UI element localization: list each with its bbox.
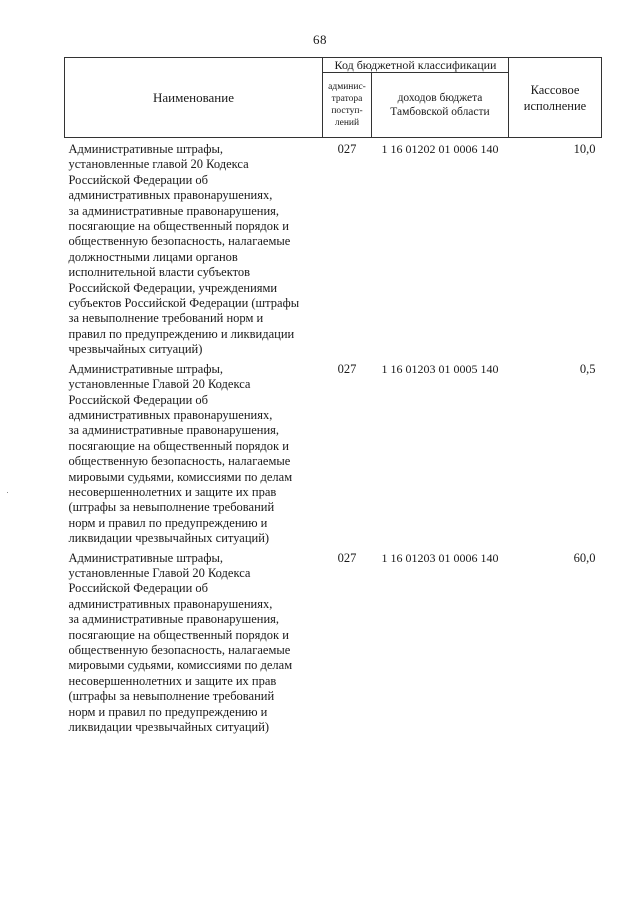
row-name-line: мировыми судьями, комиссиями по делам (68, 469, 293, 484)
row-amount: 0,5 (579, 361, 596, 376)
header-cash (509, 58, 602, 138)
row-name-line: установленные главой 20 Кодекса (68, 157, 249, 172)
header-code-group: Код бюджетной классификации (323, 58, 509, 73)
row-name (65, 551, 323, 736)
header-name: Наименование (65, 58, 323, 138)
margin-mark: · (6, 487, 9, 497)
page-number: 68 (313, 32, 327, 47)
row-name-line: должностными лицами органов (68, 249, 238, 264)
row-amount: 10,0 (573, 142, 596, 156)
header-cash-line: исполнение (523, 98, 587, 113)
row-name-line: Российской Федерации об (68, 392, 208, 407)
row-income-code: 1 16 01203 01 0005 140 (381, 361, 499, 376)
row-name-line: несовершеннолетних и защите их прав (68, 673, 277, 688)
row-name-line: Российской Федерации об (68, 581, 208, 596)
table-row (65, 551, 602, 736)
row-name-line: за невыполнение требований норм и (68, 311, 264, 326)
budget-table (64, 57, 602, 735)
row-name-line: ликвидации чрезвычайных ситуаций) (68, 531, 270, 546)
row-name-line: за административные правонарушения, (68, 203, 280, 218)
row-name-line: установленные Главой 20 Кодекса (68, 565, 251, 580)
row-name-line: Административные штрафы, (68, 550, 223, 565)
row-name-line: Административные штрафы, (68, 361, 223, 376)
row-name-line: административных правонарушениях, (68, 407, 273, 422)
row-name-line: (штрафы за невыполнение требований (68, 689, 275, 704)
row-name-line: правил по предупреждению и ликвидации (68, 326, 295, 341)
header-cash-line: Кассовое (530, 82, 580, 97)
row-name-line: Административные штрафы, (68, 142, 223, 156)
header-income (372, 73, 509, 138)
row-name-line: норм и правил по предупреждению и (68, 515, 268, 530)
header-admin-line: тратора (331, 94, 363, 104)
row-name-line: общественную безопасность, налагаемые (68, 643, 291, 657)
row-admin-code: 027 (337, 142, 357, 156)
row-name (65, 362, 323, 547)
row-name-line: мировыми судьями, комиссиями по делам (68, 658, 293, 673)
header-admin-line: поступ- (331, 106, 363, 116)
row-name-line: общественную безопасность, налагаемые (68, 454, 291, 469)
table-row (65, 362, 602, 547)
row-name-line: посягающие на общественный порядок и (68, 627, 289, 642)
row-name-line: установленные Главой 20 Кодекса (68, 377, 251, 392)
row-name-line: (штрафы за невыполнение требований (68, 500, 275, 515)
row-name-line: Российской Федерации, учреждениями (68, 280, 278, 295)
row-name-line: субъектов Российской Федерации (штрафы (68, 296, 300, 311)
row-income-code: 1 16 01203 01 0006 140 (381, 550, 499, 565)
row-amount: 60,0 (573, 550, 596, 565)
row-name-line: посягающие на общественный порядок и (68, 438, 289, 453)
row-name-line: норм и правил по предупреждению и (68, 704, 268, 719)
row-name-line: общественную безопасность, налагаемые (68, 234, 291, 249)
row-name (65, 142, 323, 358)
row-name-line: Российской Федерации об (68, 172, 208, 187)
header-income-line: Тамбовской области (390, 106, 490, 118)
row-name-line: исполнительной власти субъектов (68, 265, 251, 280)
header-admin (323, 73, 372, 138)
row-name-line: за административные правонарушения, (68, 612, 280, 627)
row-name-line: посягающие на общественный порядок и (68, 219, 289, 234)
row-income-code: 1 16 01202 01 0006 140 (381, 142, 499, 156)
row-name-line: административных правонарушениях, (68, 596, 273, 611)
header-admin-line: лений (334, 118, 360, 128)
row-name-line: несовершеннолетних и защите их прав (68, 484, 277, 499)
table-row (65, 142, 602, 358)
header-admin-line: админис- (328, 82, 366, 92)
row-name-line: за административные правонарушения, (68, 423, 280, 438)
header-income-line: доходов бюджета (397, 92, 483, 104)
row-admin-code: 027 (337, 361, 357, 376)
row-admin-code: 027 (337, 550, 357, 565)
row-name-line: ликвидации чрезвычайных ситуаций) (68, 720, 270, 735)
row-name-line: чрезвычайных ситуаций) (68, 342, 203, 357)
row-name-line: административных правонарушениях, (68, 188, 273, 203)
